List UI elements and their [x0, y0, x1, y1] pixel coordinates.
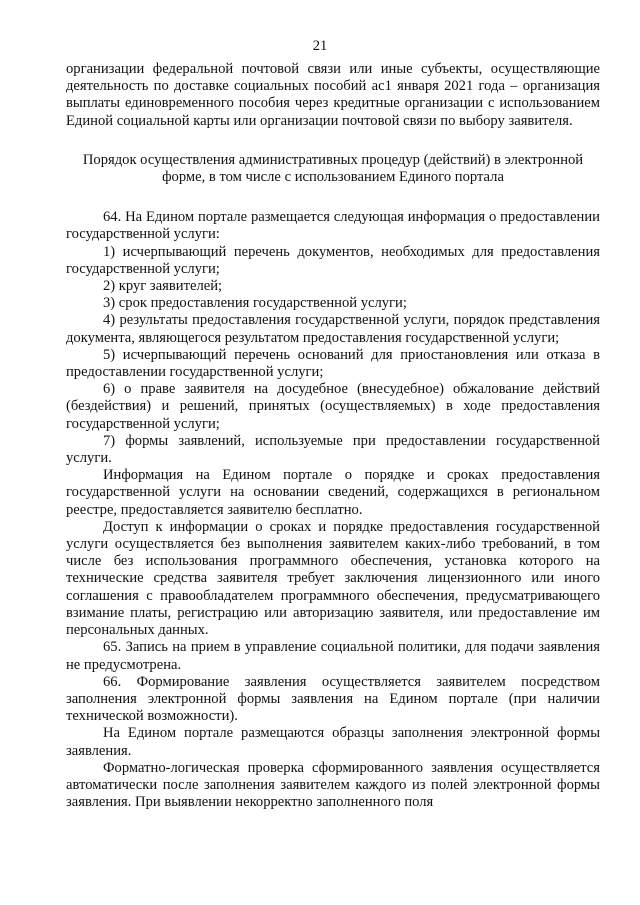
paragraph-samples: На Едином портале размещаются образцы заполнения электронной формы заявления. — [66, 725, 600, 759]
list-item-4: 4) результаты предоставления государственной услуги, порядок представления документа, являющегося результатом предоставления государственной услуги; — [66, 312, 600, 346]
section-heading — [66, 152, 600, 186]
intro-paragraph: организации федеральной почтовой связи или иные субъекты, осуществляющие деятельность по доставке социальных пособий ас1 января 2021 года – организация выплаты единовременного пособия через кредитные организации с использованием Единой социальной карты или организации почтовой связи по выбору заявителя. — [66, 61, 600, 129]
list-item-6: 6) о праве заявителя на досудебное (внесудебное) обжалование действий (бездействия) и решений, принятых (осуществляемых) в ходе предоставления государственной услуги; — [66, 381, 600, 432]
section-heading-line: форме, в том числе с использованием Единого портала — [162, 169, 504, 186]
paragraph-64: 64. На Едином портале размещается следующая информация о предоставлении государственной услуги: — [66, 209, 600, 243]
paragraph-65: 65. Запись на прием в управление социальной политики, для подачи заявления не предусмотрена. — [66, 639, 600, 673]
section-heading-line: Порядок осуществления административных процедур (действий) в электронной — [82, 151, 584, 168]
list-item-1: 1) исчерпывающий перечень документов, необходимых для предоставления государственной услуги; — [66, 243, 600, 277]
paragraph-access: Доступ к информации о сроках и порядке предоставления государственной услуги осуществляется без выполнения заявителем каких-либо требований, в том числе без использования программного обеспечения, установка которого на технические средства заявителя требует заключения лицензионного или иного соглашения с правообладателем программного обеспечения, предусматривающего взимание платы, регистрацию или авторизацию заявителя, или предоставление им персональных данных. — [66, 518, 600, 639]
paragraph-66: 66. Формирование заявления осуществляется заявителем посредством заполнения электронной формы заявления на Едином портале (при наличии технической возможности). — [66, 673, 600, 725]
list-item-3: 3) срок предоставления государственной услуги; — [103, 295, 407, 312]
page-number: 21 — [312, 38, 328, 54]
list-item-2: 2) круг заявителей; — [103, 278, 223, 295]
list-item-5: 5) исчерпывающий перечень оснований для приостановления или отказа в предоставлении государственной услуги; — [66, 346, 600, 381]
paragraph-portal-info: Информация на Едином портале о порядке и сроках предоставления государственной услуги на основании сведений, содержащихся в региональном реестре, предоставляется заявителю бесплатно. — [66, 467, 600, 518]
paragraph-validation: Форматно-логическая проверка сформированного заявления осуществляется автоматически после заполнения заявителем каждого из полей электронной формы заявления. При выявлении некорректно заполненного поля — [66, 759, 600, 811]
document-body — [66, 61, 600, 811]
list-item-7: 7) формы заявлений, используемые при предоставлении государственной услуги. — [66, 432, 600, 467]
